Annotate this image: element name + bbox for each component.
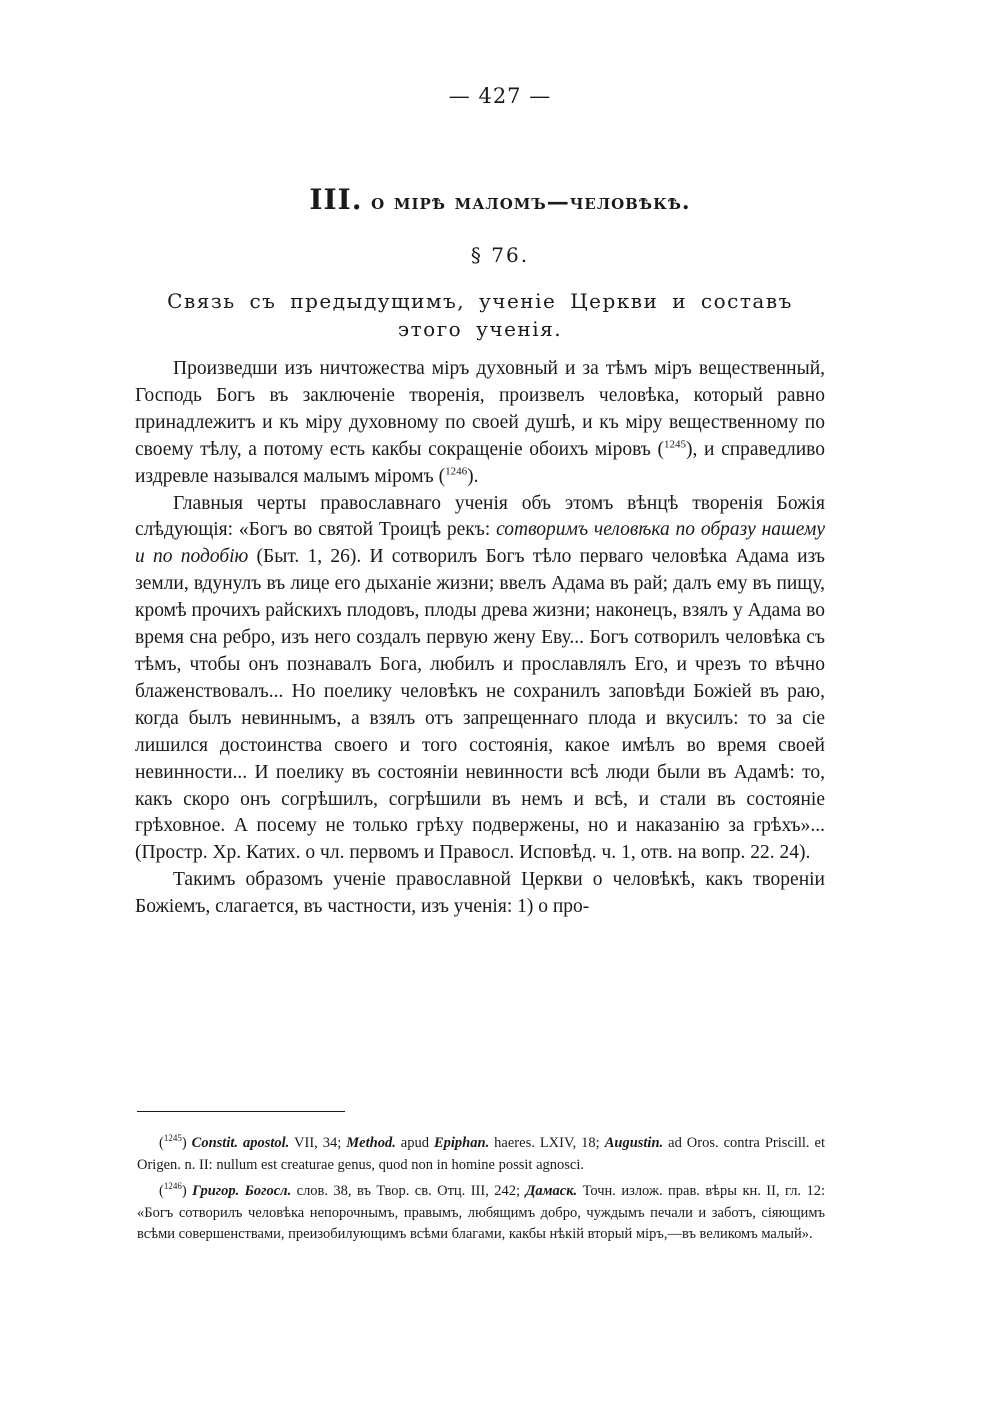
footnote-ref: 1246 [445,465,468,478]
chapter-title [0,183,1000,216]
footnote-1246: ($^{1246}$) Григор. Богосл. слов. 38, въ Твор. св. Отц. III, 242; Дамаск. Точн. излож. прав. вѣры кн. II, гл. 12: «Богъ сотворилъ человѣка непорочнымъ, правымъ, любящимъ добро, чуждымъ печали и заботъ, сіяющимъ всѣми совершенствами, преизобилующимъ всѣми благами, какбы нѣкій вторый міръ,—въ великомъ малый». [137,1181,825,1242]
body-text [135,356,825,921]
chapter-roman-numeral: III. [309,183,363,216]
scripture-quote: сотворимъ человѣка по образу нашему и по подобію [135,519,826,568]
footnotes [137,1133,825,1251]
paragraph-3: Такимъ образомъ ученіе православной Церкви о человѣкѣ, какъ твореніи Божіемъ, слагается, въ частности, изъ ученія: 1) о про- [135,869,825,918]
footnote-1245: ($^{1245}$) Constit. apostol. VII, 34; Method. apud Epiphan. haeres. LXIV, 18; Augustin. ad Oros. contra Priscill. et Origen. n. II: nullum est creaturae genus, quod non in homine possit agnosci. [137,1133,825,1173]
chapter-title-text: о мірѣ маломъ—человѣкѣ. [371,189,691,215]
footnote-divider [137,1111,345,1112]
section-heading: Связь съ предыдущимъ, ученіе Церкви и составъ этого ученія. [167,289,793,341]
footnote-ref: 1245 [664,438,687,451]
section-number: § 76. [470,243,530,267]
page-number: — 427 — [448,84,552,108]
paragraph-2: Главныя черты православнаго ученія объ этомъ вѣнцѣ творенія Божія слѣдующія: «Богъ во святой Троицѣ рекъ: сотворимъ человѣка по образу нашему и по подобію (Быт. 1, 26). И сотворилъ Богъ тѣло перваго человѣка Адама изъ земли, вдунулъ въ лице его дыханіе жизни; ввелъ Адама въ рай; далъ ему въ пищу, кромѣ прочихъ райскихъ плодовъ, плоды древа жизни; наконецъ, взялъ у Адама во время сна ребро, изъ него создалъ первую жену Еву... Богъ сотворилъ человѣка съ тѣмъ, чтобы онъ познавалъ Бога, любилъ и прославлялъ Его, и чрезъ то вѣчно блаженствовалъ... Но поелику человѣкъ не сохранилъ заповѣди Божіей въ раю, когда былъ невиннымъ, а взялъ отъ запрещеннаго плода и вкусилъ: то за сіе лишился достоинства своего и того состоянія, какое имѣлъ во время своей невинности... И поелику въ состояніи невинности всѣ люди были въ Адамѣ: то, какъ скоро онъ согрѣшилъ, согрѣшили въ немъ и всѣ, и стали въ состояніе грѣховное. А посему не только грѣху подвержены, но и наказанію за грѣхъ»... (Простр. Хр. Катих. о чл. первомъ и Правосл. Исповѣд. ч. 1, отв. на вопр. 22. 24). [135,492,826,864]
paragraph-1: Произведши изъ ничтожества міръ духовный и за тѣмъ міръ вещественный, Господь Богъ въ заключеніе творенія, произвелъ человѣка, который равно принадлежитъ и къ міру духовному по своей душѣ, и къ міру вещественному по своему тѣлу, а потому есть какбы сокращеніе обоихъ міровъ ($^{1245}$), и справедливо издревле назывался малымъ міромъ ($^{1246}$). [135,358,825,487]
